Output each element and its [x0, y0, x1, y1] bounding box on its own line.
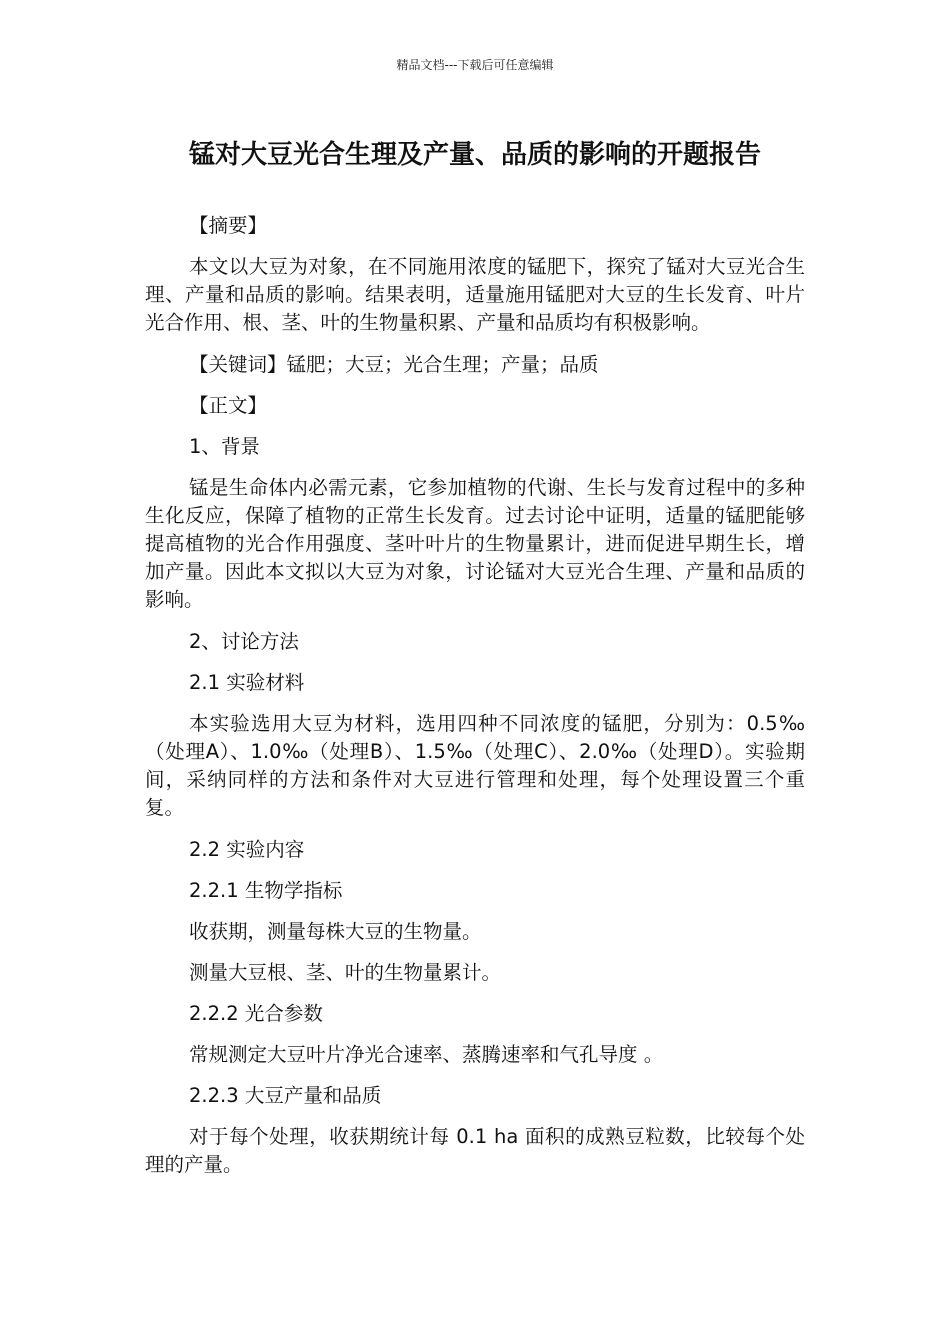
subsubsection-heading-bio-indicators: 2.2.1 生物学指标	[189, 879, 343, 902]
subsubsection-heading-yield-quality: 2.2.3 大豆产量和品质	[189, 1084, 382, 1107]
bio-indicator-item-2: 测量大豆根、茎、叶的生物量累计。	[189, 961, 502, 984]
subsection-heading-content: 2.2 实验内容	[189, 838, 305, 861]
yield-quality-text: 对于每个处理，收获期统计每 0.1 ha 面积的成熟豆粒数，比较每个处理的产量。	[145, 1125, 805, 1176]
subsection-heading-materials: 2.1 实验材料	[189, 671, 305, 694]
main-text-heading: 【正文】	[189, 394, 268, 417]
section-heading-background: 1、背景	[189, 435, 260, 458]
abstract-heading: 【摘要】	[189, 214, 268, 237]
abstract-text: 本文以大豆为对象，在不同施用浓度的锰肥下，探究了锰对大豆光合生理、产量和品质的影响。结果表明，适量施用锰肥对大豆的生长发育、叶片光合作用、根、茎、叶的生物量积累、产量和品质均有积极影响。	[145, 255, 805, 334]
photosynthesis-text: 常规测定大豆叶片净光合速率、蒸腾速率和气孔导度 。	[189, 1043, 664, 1066]
materials-text: 本实验选用大豆为材料，选用四种不同浓度的锰肥，分别为：0.5‰（处理A）、1.0‰（处理B）、1.5‰（处理C）、2.0‰（处理D）。实验期间，采纳同样的方法和条件对大豆进行管理和处理，每个处理设置三个重复。	[145, 712, 805, 819]
section-heading-methods: 2、讨论方法	[189, 630, 299, 653]
bio-indicator-item-1: 收获期，测量每株大豆的生物量。	[189, 920, 482, 943]
background-text: 锰是生命体内必需元素，它参加植物的代谢、生长与发育过程中的多种生化反应，保障了植物的正常生长发育。过去讨论中证明，适量的锰肥能够提高植物的光合作用强度、茎叶叶片的生物量累计，进而促进早期生长，增加产量。因此本文拟以大豆为对象，讨论锰对大豆光合生理、产量和品质的影响。	[145, 476, 805, 611]
header-note: 精品文档---下载后可任意编辑	[396, 58, 554, 72]
keywords-line: 【关键词】锰肥；大豆；光合生理；产量；品质	[189, 353, 599, 376]
document-title: 锰对大豆光合生理及产量、品质的影响的开题报告	[188, 140, 761, 170]
subsubsection-heading-photosynthesis: 2.2.2 光合参数	[189, 1002, 323, 1025]
document-body	[145, 212, 805, 1193]
